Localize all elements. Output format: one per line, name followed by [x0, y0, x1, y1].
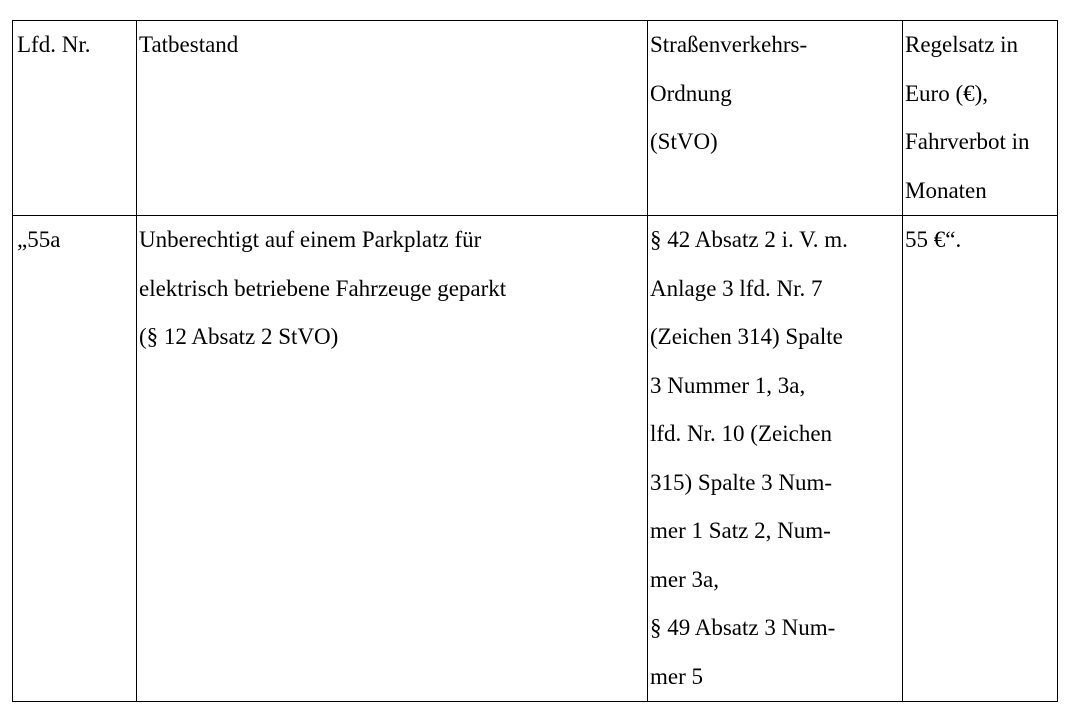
cell-line: § 49 Absatz 3 Num-: [650, 615, 836, 640]
header-line: Regelsatz in: [905, 32, 1019, 57]
header-lfd-nr: [13, 21, 137, 216]
cell-stvo: [648, 216, 903, 702]
header-line: Monaten: [905, 177, 987, 203]
cell-line: 3 Nummer 1, 3a,: [650, 372, 806, 398]
cell-line: 55 €“.: [905, 227, 962, 252]
cell-line: Unberechtigt auf einem Parkplatz für: [139, 227, 482, 252]
header-line: Tatbestand: [139, 32, 239, 57]
header-line: Fahrverbot in: [905, 129, 1030, 154]
cell-lfd-nr: [13, 216, 137, 702]
cell-line: mer 5: [650, 663, 704, 689]
header-regelsatz: [903, 21, 1058, 216]
cell-line: mer 3a,: [650, 566, 719, 592]
table-row: [13, 216, 1058, 702]
header-line: Lfd. Nr.: [17, 32, 91, 57]
regulation-table: [12, 20, 1058, 702]
cell-line: „55a: [17, 227, 61, 252]
cell-line: Anlage 3 lfd. Nr. 7: [650, 275, 823, 301]
cell-line: (§ 12 Absatz 2 StVO): [139, 324, 339, 349]
header-tatbestand: [137, 21, 648, 216]
cell-line: lfd. Nr. 10 (Zeichen: [650, 421, 833, 446]
cell-line: mer 1 Satz 2, Num-: [650, 518, 831, 543]
table-header-row: [13, 21, 1058, 216]
header-line: Ordnung: [650, 80, 732, 106]
cell-line: § 42 Absatz 2 i. V. m.: [650, 227, 848, 252]
cell-line: 315) Spalte 3 Num-: [650, 469, 833, 495]
cell-regelsatz: [903, 216, 1058, 702]
header-line: (StVO): [650, 129, 718, 154]
cell-tatbestand: [137, 216, 648, 702]
header-line: Euro (€),: [905, 80, 989, 106]
cell-line: elektrisch betriebene Fahrzeuge geparkt: [139, 275, 507, 301]
header-stvo: [648, 21, 903, 216]
header-line: Straßenverkehrs-: [650, 32, 808, 57]
cell-line: (Zeichen 314) Spalte: [650, 324, 843, 349]
